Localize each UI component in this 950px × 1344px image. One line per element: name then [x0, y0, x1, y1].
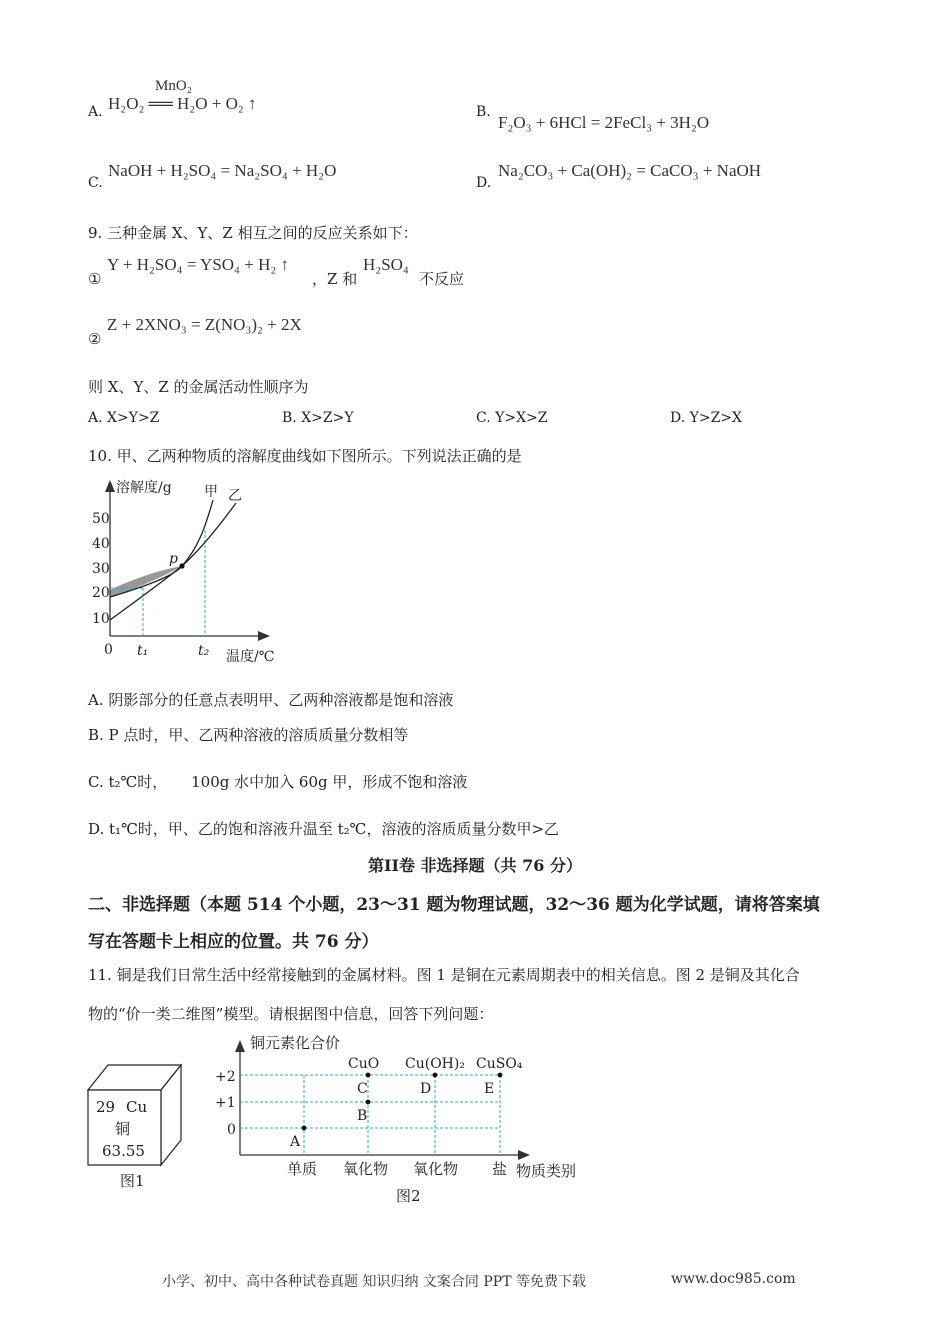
- q8-option-c-letter: C.: [88, 175, 103, 191]
- footer-url[interactable]: www.doc985.com: [671, 1271, 796, 1287]
- q8-option-b-letter: B.: [476, 104, 491, 120]
- point-b-label: B: [357, 1108, 368, 1124]
- xcat-oxide-1: 氧化物: [343, 1160, 389, 1178]
- shaded-region: [110, 566, 182, 597]
- q8-option-a-catalyst: MnO₂: [155, 78, 192, 94]
- point-d: [433, 1073, 438, 1078]
- q8-option-a-equation: H₂O₂ ══ H₂O + O₂ ↑: [108, 94, 257, 113]
- q8-option-d-equation: Na₂CO₃ + Ca(OH)₂ = CaCO₃ + NaOH: [498, 161, 762, 180]
- atomic-number: 29: [96, 1098, 116, 1116]
- ytick-50: 50: [92, 511, 110, 527]
- element-name: 铜: [115, 1120, 131, 1138]
- fig2-ytick-0: 0: [227, 1122, 236, 1138]
- origin-label: 0: [104, 642, 113, 658]
- q11-line1: 11. 铜是我们日常生活中经常接触到的金属材料。图 1 是铜在元素周期表中的相关信息。图 2 是铜及其化合: [88, 966, 800, 984]
- atomic-mass: 63.55: [102, 1142, 145, 1160]
- label-cuso4: CuSO₄: [476, 1056, 523, 1072]
- section-title: 第II卷 非选择题（共 76 分）: [368, 856, 582, 875]
- fig2-x-axis-label: 物质类别: [516, 1162, 577, 1180]
- t2-label: t₂: [198, 643, 210, 659]
- q9-option-d: D. Y>Z>X: [670, 410, 743, 426]
- q11-line2: 物的“价一类二维图”模型。请根据图中信息，回答下列问题：: [88, 1005, 494, 1023]
- x-axis-label: 温度/℃: [226, 649, 275, 665]
- section-header-line2: 写在答题卡上相应的位置。共 76 分）: [88, 932, 379, 952]
- q10-option-b: B. P 点时，甲、乙两种溶液的溶质质量分数相等: [88, 726, 409, 744]
- xcat-elemental: 单质: [287, 1160, 318, 1178]
- q9-reaction1-end: 不反应: [419, 270, 465, 288]
- q9-reaction2-equation: Z + 2XNO₃ = Z(NO₃)₂ + 2X: [107, 315, 302, 334]
- point-p-label: p: [169, 551, 178, 567]
- q10-option-a: A. 阴影部分的任意点表明甲、乙两种溶液都是饱和溶液: [88, 691, 454, 709]
- label-cuo: CuO: [348, 1056, 380, 1072]
- figure2-caption: 图2: [396, 1187, 421, 1205]
- point-a-label: A: [290, 1134, 301, 1150]
- q10-option-d: D. t₁℃时，甲、乙的饱和溶液升温至 t₂℃，溶液的溶质质量分数甲>乙: [88, 820, 560, 838]
- fig2-ytick-plus2: +2: [215, 1069, 236, 1085]
- xcat-salt: 盐: [492, 1160, 508, 1178]
- section-header-line1: 二、非选择题（本题 514 个小题，23～31 题为物理试题，32～36 题为化学试题，请将答案填: [88, 895, 820, 915]
- q8-option-d-letter: D.: [476, 175, 492, 191]
- q9-reaction1-acid: H₂SO₄: [363, 255, 409, 274]
- ytick-30: 30: [92, 561, 110, 577]
- q8-option-a-letter: A.: [88, 104, 103, 120]
- q9-stem: 9. 三种金属 X、Y、Z 相互之间的反应关系如下：: [88, 224, 418, 242]
- q10-option-c: C. t₂℃时， 100g 水中加入 60g 甲，形成不饱和溶液: [88, 773, 468, 791]
- t1-label: t₁: [137, 643, 149, 659]
- point-c-label: C: [357, 1081, 368, 1097]
- point-e-label: E: [484, 1081, 495, 1097]
- footer-text: 小学、初中、高中各种试卷真题 知识归纳 文案合同 PPT 等免费下载: [162, 1274, 586, 1290]
- label-cuoh2: Cu(OH)₂: [405, 1056, 465, 1072]
- point-e: [498, 1073, 503, 1078]
- ytick-10: 10: [92, 611, 110, 627]
- q8-option-c-equation: NaOH + H₂SO₄ = Na₂SO₄ + H₂O: [108, 161, 337, 180]
- fig2-ytick-plus1: +1: [215, 1095, 236, 1111]
- ytick-20: 20: [92, 585, 110, 601]
- fig2-y-axis-label: 铜元素化合价: [250, 1034, 341, 1052]
- q9-reaction1-equation: Y + H₂SO₄ = YSO₄ + H₂ ↑: [107, 255, 290, 274]
- figure1-caption: 图1: [120, 1172, 145, 1190]
- point-p: [179, 563, 184, 568]
- solubility-curve-graph: [80, 472, 310, 668]
- curve-jia-label: 甲: [204, 484, 218, 500]
- figure1-element-cube: [85, 1060, 190, 1170]
- q9-option-c: C. Y>X>Z: [476, 410, 548, 426]
- q9-reaction2-mark: ②: [88, 330, 102, 348]
- xcat-oxide-2: 氧化物: [413, 1160, 459, 1178]
- curve-yi-label: 乙: [228, 488, 242, 504]
- q9-reaction1-mid: ，Z 和: [312, 270, 358, 288]
- q9-option-a: A. X>Y>Z: [88, 410, 160, 426]
- q9-option-b: B. X>Z>Y: [282, 410, 354, 426]
- q8-option-b-equation: F₂O₃ + 6HCl = 2FeCl₃ + 3H₂O: [498, 113, 710, 132]
- y-axis-label: 溶解度/g: [116, 480, 172, 496]
- point-d-label: D: [420, 1081, 432, 1097]
- point-c: [366, 1073, 371, 1078]
- element-symbol: Cu: [126, 1098, 148, 1116]
- ytick-40: 40: [92, 536, 110, 552]
- point-b: [366, 1100, 371, 1105]
- figure2-valence-class-chart: [210, 1030, 610, 1210]
- q9-question: 则 X、Y、Z 的金属活动性顺序为: [88, 378, 309, 396]
- q9-reaction1-mark: ①: [88, 270, 102, 288]
- point-a: [302, 1126, 307, 1131]
- q10-stem: 10. 甲、乙两种物质的溶解度曲线如下图所示。下列说法正确的是: [88, 447, 522, 465]
